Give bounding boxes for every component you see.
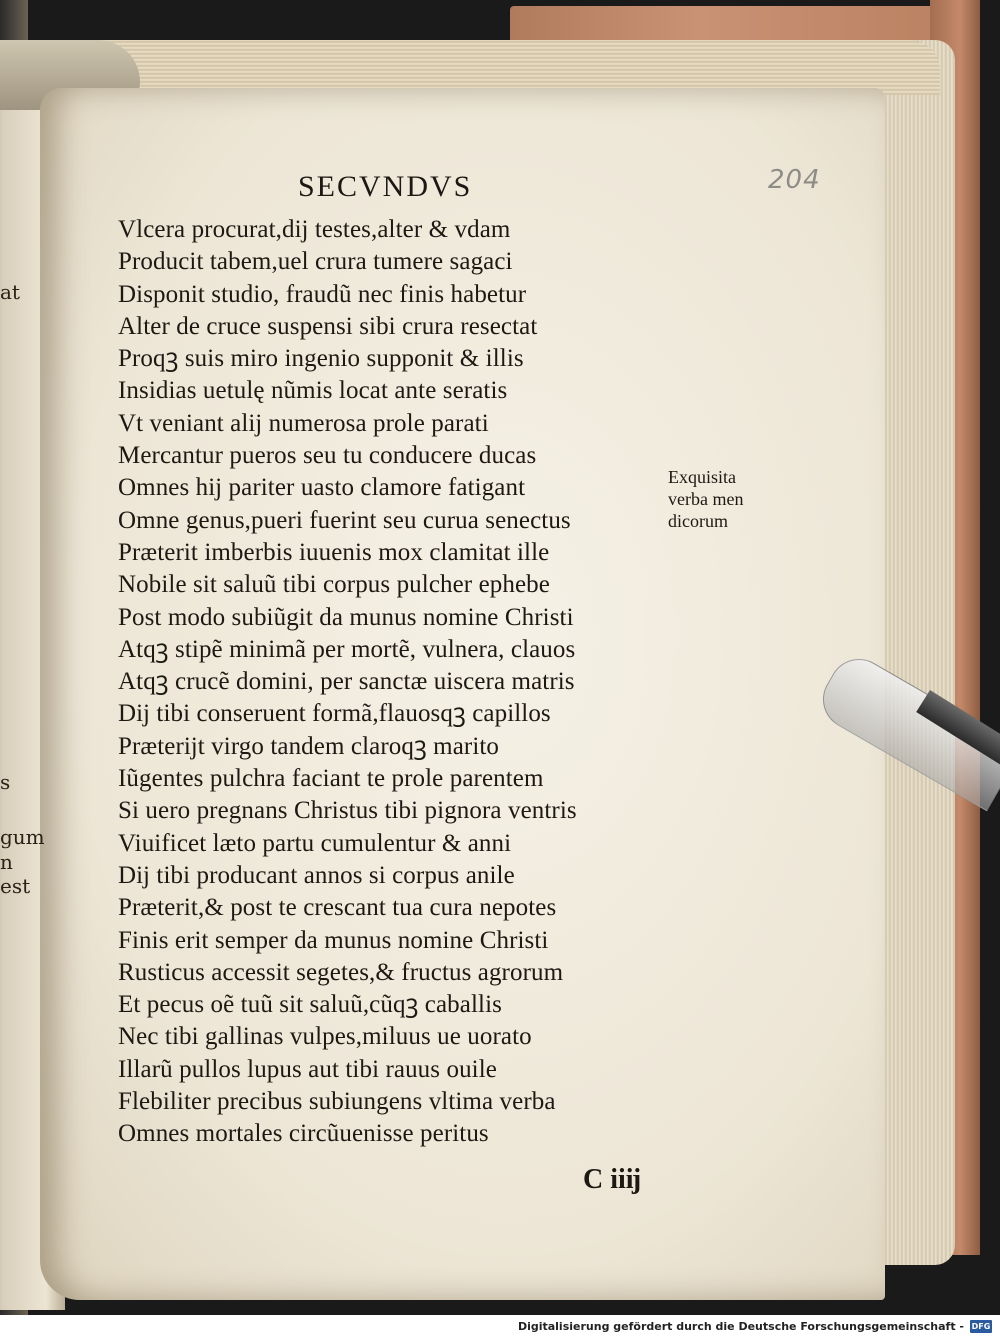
verse-line: Nobile sit saluũ tibi corpus pulcher ephebe <box>118 571 550 599</box>
handwritten-folio-number: 204 <box>768 165 821 195</box>
verse-line: Illarũ pullos lupus aut tibi rauus ouile <box>118 1055 497 1083</box>
verse-line: Dĳ tibi conseruent formã,flauosqꝫ capillos <box>118 700 551 728</box>
marginal-note-line: verba men <box>668 489 744 509</box>
marginal-note <box>668 466 743 532</box>
verse-line: Insidias uetulę nũmis locat ante seratis <box>118 377 508 405</box>
verse-line: Præterĳt virgo tandem claroqꝫ marito <box>118 732 500 760</box>
credit-footer <box>0 1315 1000 1337</box>
verse-line: Nec tibi gallinas vulpes,miluus ue uorato <box>118 1023 532 1051</box>
verse-line: Vt veniant alĳ numerosa prole parati <box>118 409 489 437</box>
marginal-note-line: Exquisita <box>668 467 736 487</box>
verse-line: Disponit studio, fraudũ nec finis habetur <box>118 280 527 308</box>
dfg-logo-icon: DFG <box>971 1321 991 1331</box>
verse-line: Atqꝫ stipẽ minimã per mortẽ, vulnera, clauos <box>118 635 576 663</box>
verse-line: Atqꝫ crucẽ domini, per sanctæ uiscera matris <box>118 668 575 696</box>
page-block-top-edge <box>40 40 940 95</box>
verse-line: Alter de cruce suspensi sibi crura resectat <box>118 312 538 340</box>
verse-line: Præterit,& post te crescant tua cura nepotes <box>118 894 557 922</box>
left-fragment: at <box>0 280 20 304</box>
verse-line: Iũgentes pulchra faciant te prole parentem <box>118 765 544 793</box>
verse-list <box>118 214 577 1151</box>
left-fragment: gum <box>0 825 45 849</box>
verse-line: Flebiliter precibus subiungens vltima verba <box>118 1088 556 1116</box>
verse-line: Omne genus,pueri fuerint seu curua senectus <box>118 506 571 534</box>
marginal-note-line: dicorum <box>668 511 728 531</box>
verse-line: Si uero pregnans Christus tibi pignora ventris <box>118 797 577 825</box>
verse-line: Vlcera procurat,dĳ testes,alter & vdam <box>118 216 511 243</box>
running-head: SECVNDVS <box>298 170 473 203</box>
verse-line: Viuificet læto partu cumulentur & anni <box>118 829 512 857</box>
signature-mark: C iiĳ <box>583 1164 642 1195</box>
verse-line: Præterit imberbis iuuenis mox clamitat ille <box>118 538 550 566</box>
verse-line: Post modo subiũgit da munus nomine Christi <box>118 603 574 631</box>
verse-line: Rusticus accessit segetes,& fructus agrorum <box>118 958 564 986</box>
verse-line: Dĳ tibi producant annos si corpus anile <box>118 861 515 889</box>
verse-line: Et pecus oẽ tuũ sit saluũ,cũqꝫ caballis <box>118 991 502 1019</box>
verse-line: Mercantur pueros seu tu conducere ducas <box>118 442 537 470</box>
verse-line: Finis erit semper da munus nomine Christi <box>118 926 549 954</box>
verse-line: Omnes mortales circũuenisse peritus <box>118 1120 489 1148</box>
left-fragment: n est <box>0 850 31 898</box>
left-fragment: s <box>0 770 11 794</box>
funding-credit: Digitalisierung gefördert durch die Deutsche Forschungsgemeinschaft - <box>517 1319 964 1333</box>
verse-line: Proqꝫ suis miro ingenio supponit & illis <box>118 345 524 373</box>
verse-line: Producit tabem,uel crura tumere sagaci <box>118 248 513 276</box>
verse-line: Omnes hĳ pariter uasto clamore fatigant <box>118 474 526 502</box>
